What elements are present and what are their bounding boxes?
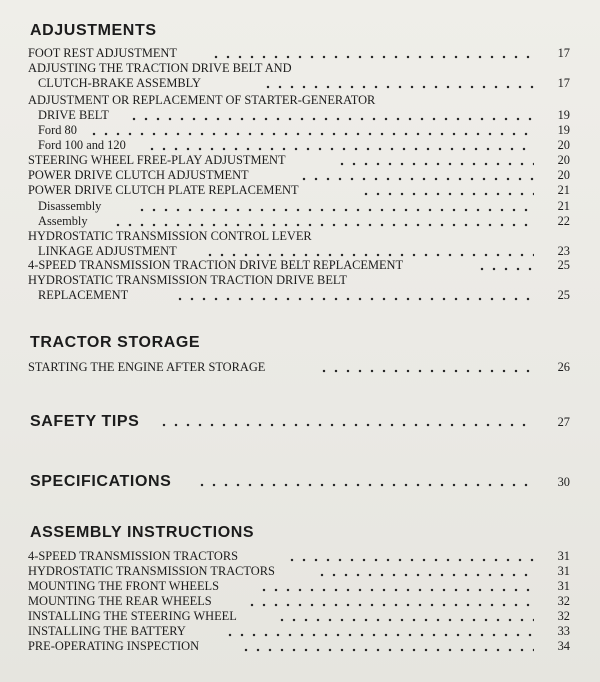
toc-subentry xyxy=(28,199,570,214)
toc-entry-title-cont: LINKAGE ADJUSTMENT xyxy=(38,244,177,258)
leader-dots xyxy=(112,222,534,228)
toc-entry-page: 19 xyxy=(557,123,570,137)
toc-entry-page: 32 xyxy=(557,609,570,623)
leader-dots xyxy=(158,422,534,428)
section-heading-adjustments: ADJUSTMENTS xyxy=(30,22,157,39)
toc-entry-title: ADJUSTING THE TRACTION DRIVE BELT AND xyxy=(28,61,292,75)
toc-entry xyxy=(28,108,570,123)
toc-entry-page: 34 xyxy=(557,639,570,653)
toc-entry xyxy=(28,609,570,624)
toc-subentry xyxy=(28,214,570,229)
leader-dots xyxy=(146,146,534,152)
toc-entry-title: HYDROSTATIC TRANSMISSION TRACTORS xyxy=(28,564,275,578)
toc-entry-page: 17 xyxy=(557,46,570,60)
toc-entry-title-cont: DRIVE BELT xyxy=(38,108,109,122)
toc-entry-page: 27 xyxy=(557,415,570,429)
toc-entry-title: MOUNTING THE FRONT WHEELS xyxy=(28,579,220,593)
toc-entry-title: Ford 100 and 120 xyxy=(38,138,126,152)
toc-major-entry xyxy=(28,412,570,432)
leader-dots xyxy=(174,296,534,302)
leader-dots xyxy=(246,602,534,608)
leader-dots xyxy=(336,161,534,167)
toc-entry-title: HYDROSTATIC TRANSMISSION CONTROL LEVER xyxy=(28,229,312,243)
leader-dots xyxy=(262,84,534,90)
leader-dots xyxy=(276,617,534,623)
toc-entry-page: 17 xyxy=(557,76,570,90)
toc-entry-page: 25 xyxy=(557,258,570,272)
toc-entry-page: 21 xyxy=(557,199,570,213)
leader-dots xyxy=(476,266,534,272)
section-heading-specifications: SPECIFICATIONS xyxy=(30,473,172,490)
toc-entry xyxy=(28,624,570,639)
toc-entry-title: 4-SPEED TRANSMISSION TRACTORS xyxy=(28,549,238,563)
leader-dots xyxy=(224,632,534,638)
toc-entry xyxy=(28,244,570,259)
toc-entry xyxy=(28,564,570,579)
toc-entry xyxy=(28,153,570,168)
toc-entry-title: POWER DRIVE CLUTCH ADJUSTMENT xyxy=(28,168,249,182)
toc-entry-title: ADJUSTMENT OR REPLACEMENT OF STARTER-GENERATOR xyxy=(28,93,376,107)
toc-entry-title: POWER DRIVE CLUTCH PLATE REPLACEMENT xyxy=(28,183,299,197)
toc-entry-title: HYDROSTATIC TRANSMISSION TRACTION DRIVE BELT xyxy=(28,273,347,287)
toc-entry-title: STARTING THE ENGINE AFTER STORAGE xyxy=(28,360,266,374)
toc-entry-title: PRE-OPERATING INSPECTION xyxy=(28,639,200,653)
toc-entry xyxy=(28,258,570,273)
leader-dots xyxy=(88,131,534,137)
toc-entry xyxy=(28,594,570,609)
toc-entry-title: STEERING WHEEL FREE-PLAY ADJUSTMENT xyxy=(28,153,286,167)
toc-entry-page: 25 xyxy=(557,288,570,302)
toc-entry-page: 21 xyxy=(557,183,570,197)
toc-entry-line1 xyxy=(28,93,570,108)
toc-entry xyxy=(28,183,570,198)
leader-dots xyxy=(136,207,534,213)
toc-entry-page: 20 xyxy=(557,138,570,152)
toc-entry-title: FOOT REST ADJUSTMENT xyxy=(28,46,177,60)
toc-entry-page: 31 xyxy=(557,564,570,578)
toc-entry xyxy=(28,549,570,564)
toc-entry-page: 23 xyxy=(557,244,570,258)
section-heading-safety-tips: SAFETY TIPS xyxy=(30,413,140,430)
toc-subentry xyxy=(28,138,570,153)
toc-entry-title-cont: CLUTCH-BRAKE ASSEMBLY xyxy=(38,76,201,90)
toc-entry-page: 19 xyxy=(557,108,570,122)
toc-entry-line1 xyxy=(28,273,570,288)
toc-entry-page: 32 xyxy=(557,594,570,608)
toc-entry xyxy=(28,168,570,183)
section-heading-assembly-instructions: ASSEMBLY INSTRUCTIONS xyxy=(30,524,255,541)
leader-dots xyxy=(360,191,534,197)
toc-entry-page: 31 xyxy=(557,549,570,563)
toc-entry-line1 xyxy=(28,61,570,76)
toc-entry-page: 33 xyxy=(557,624,570,638)
toc-entry-page: 30 xyxy=(557,475,570,489)
leader-dots xyxy=(286,557,534,563)
leader-dots xyxy=(196,482,534,488)
toc-entry-title: Assembly xyxy=(38,214,88,228)
leader-dots xyxy=(258,587,534,593)
toc-subentry xyxy=(28,123,570,138)
leader-dots xyxy=(318,368,534,374)
toc-entry xyxy=(28,76,570,91)
toc-entry-page: 31 xyxy=(557,579,570,593)
toc-entry-title-cont: REPLACEMENT xyxy=(38,288,129,302)
toc-entry xyxy=(28,639,570,654)
toc-entry xyxy=(28,579,570,594)
toc-entry xyxy=(28,46,570,61)
toc-entry-title: Disassembly xyxy=(38,199,102,213)
toc-major-entry xyxy=(28,472,570,492)
toc-entry-title: INSTALLING THE STEERING WHEEL xyxy=(28,609,237,623)
toc-entry-title: Ford 80 xyxy=(38,123,77,137)
leader-dots xyxy=(128,116,534,122)
toc-entry-page: 22 xyxy=(557,214,570,228)
toc-entry-line1 xyxy=(28,229,570,244)
toc-entry xyxy=(28,288,570,303)
toc-entry-title: INSTALLING THE BATTERY xyxy=(28,624,186,638)
toc-entry-page: 26 xyxy=(557,360,570,374)
leader-dots xyxy=(316,572,534,578)
toc-entry-page: 20 xyxy=(557,153,570,167)
toc-entry-page: 20 xyxy=(557,168,570,182)
leader-dots xyxy=(210,54,534,60)
toc-entry xyxy=(28,360,570,375)
toc-entry-title: 4-SPEED TRANSMISSION TRACTION DRIVE BELT REPLACEMENT xyxy=(28,258,404,272)
section-heading-tractor-storage: TRACTOR STORAGE xyxy=(30,334,201,351)
toc-entry-title: MOUNTING THE REAR WHEELS xyxy=(28,594,212,608)
leader-dots xyxy=(298,176,534,182)
leader-dots xyxy=(240,647,534,653)
